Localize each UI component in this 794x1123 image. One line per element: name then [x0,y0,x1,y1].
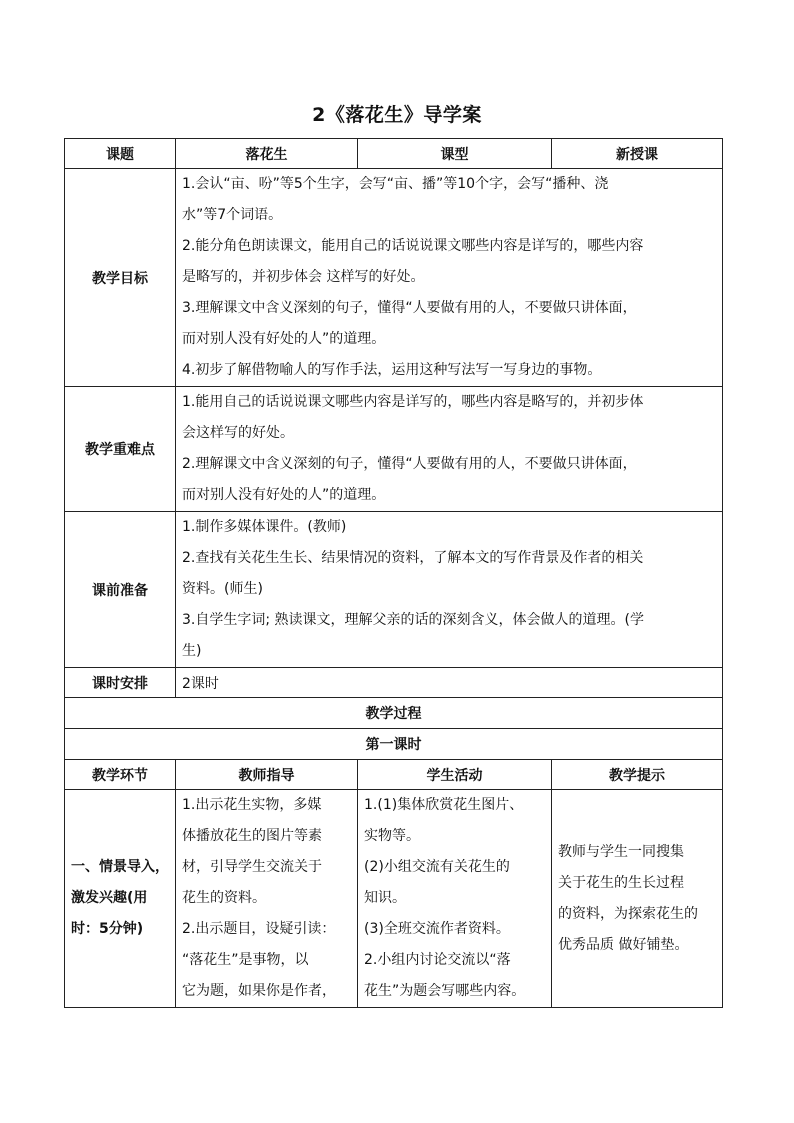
key-points-line: 1.能用自己的话说说课文哪些内容是详写的，哪些内容是略写的，并初步体 [182,394,644,410]
teacher-line: 花生的资料。 [182,890,266,906]
preparation-label: 课前准备 [65,512,176,668]
key-points-line: 2.理解课文中含义深刻的句子，懂得“人要做有用的人，不要做只讲体面， [182,456,637,472]
step1-row [65,790,723,1008]
lesson-title: 第一课时 [65,729,723,760]
objectives-line: 3.理解课文中含义深刻的句子，懂得“人要做有用的人，不要做只讲体面， [182,300,637,316]
key-points-label: 教学重难点 [65,387,176,512]
tip-line: 的资料，为探索花生的 [558,905,698,922]
teacher-line: 材，引导学生交流关于 [182,859,322,875]
tip-line: 关于花生的生长过程 [558,874,684,891]
objectives-content [176,169,723,387]
step1-label-line: 激发兴趣(用 [71,890,148,906]
teacher-line: “落花生”是事物，以 [182,952,309,968]
objectives-line: 水”等7个词语。 [182,207,283,223]
student-line: 知识。 [364,890,406,906]
schedule-value: 2课时 [176,668,723,698]
schedule-row [65,668,723,698]
student-line: (3)全班交流作者资料。 [364,921,510,937]
header-topic-label: 课题 [65,139,176,169]
step1-teacher-guidance [176,790,358,1008]
preparation-line: 资料。(师生) [182,581,263,597]
preparation-line: 生) [182,643,202,659]
key-points-row [65,387,723,512]
header-type-value: 新授课 [552,139,723,169]
objectives-line: 是略写的，并初步体会 这样写的好处。 [182,269,425,285]
lesson-title-row [65,729,723,760]
step1-label-line: 一、情景导入， [71,859,169,875]
document-title: 2《落花生》导学案 [312,104,482,126]
key-points-line: 会这样写的好处。 [182,425,294,441]
preparation-line: 1.制作多媒体课件。(教师) [182,519,347,535]
student-line: 实物等。 [364,828,420,844]
step1-student-activity [358,790,552,1008]
preparation-content [176,512,723,668]
objectives-label: 教学目标 [65,169,176,387]
key-points-content [176,387,723,512]
objectives-line: 1.会认“亩、吩”等5个生字，会写“亩、播”等10个字，会写“播种、浇 [182,176,609,192]
process-title: 教学过程 [65,698,723,729]
column-header-tip: 教学提示 [552,760,723,790]
header-row [65,139,723,169]
column-header-teacher: 教师指导 [176,760,358,790]
teacher-line: 体播放花生的图片等素 [182,828,322,844]
preparation-row [65,512,723,668]
student-line: 2.小组内讨论交流以“落 [364,952,511,968]
student-line: 1.(1)集体欣赏花生图片、 [364,797,524,813]
objectives-line: 2.能分角色朗读课文，能用自己的话说说课文哪些内容是详写的，哪些内容 [182,238,644,254]
tip-line: 教师与学生一同搜集 [558,843,684,860]
step1-label-line: 时：5分钟) [71,921,144,937]
process-title-row [65,698,723,729]
objectives-line: 而对别人没有好处的人”的道理。 [182,331,386,347]
lesson-plan-table [64,138,723,1008]
column-header-row [65,760,723,790]
column-header-step: 教学环节 [65,760,176,790]
student-line: 花生”为题会写哪些内容。 [364,983,526,999]
objectives-row [65,169,723,387]
key-points-line: 而对别人没有好处的人”的道理。 [182,487,386,503]
tip-line: 优秀品质 做好铺垫。 [558,936,689,953]
step1-label [65,790,176,1008]
preparation-line: 2.查找有关花生生长、结果情况的资料，了解本文的写作背景及作者的相关 [182,550,644,566]
teacher-line: 它为题，如果你是作者， [182,983,336,999]
preparation-line: 3.自学生字词; 熟读课文，理解父亲的话的深刻含义，体会做人的道理。(学 [182,612,644,628]
header-topic-value: 落花生 [176,139,358,169]
teacher-line: 1.出示花生实物，多媒 [182,797,322,813]
student-line: (2)小组交流有关花生的 [364,859,510,875]
column-header-student: 学生活动 [358,760,552,790]
step1-teaching-tip [552,790,723,1008]
schedule-label: 课时安排 [65,668,176,698]
teacher-line: 2.出示题目，设疑引读： [182,921,336,937]
objectives-line: 4.初步了解借物喻人的写作手法，运用这种写法写一写身边的事物。 [182,362,602,378]
header-type-label: 课型 [358,139,552,169]
